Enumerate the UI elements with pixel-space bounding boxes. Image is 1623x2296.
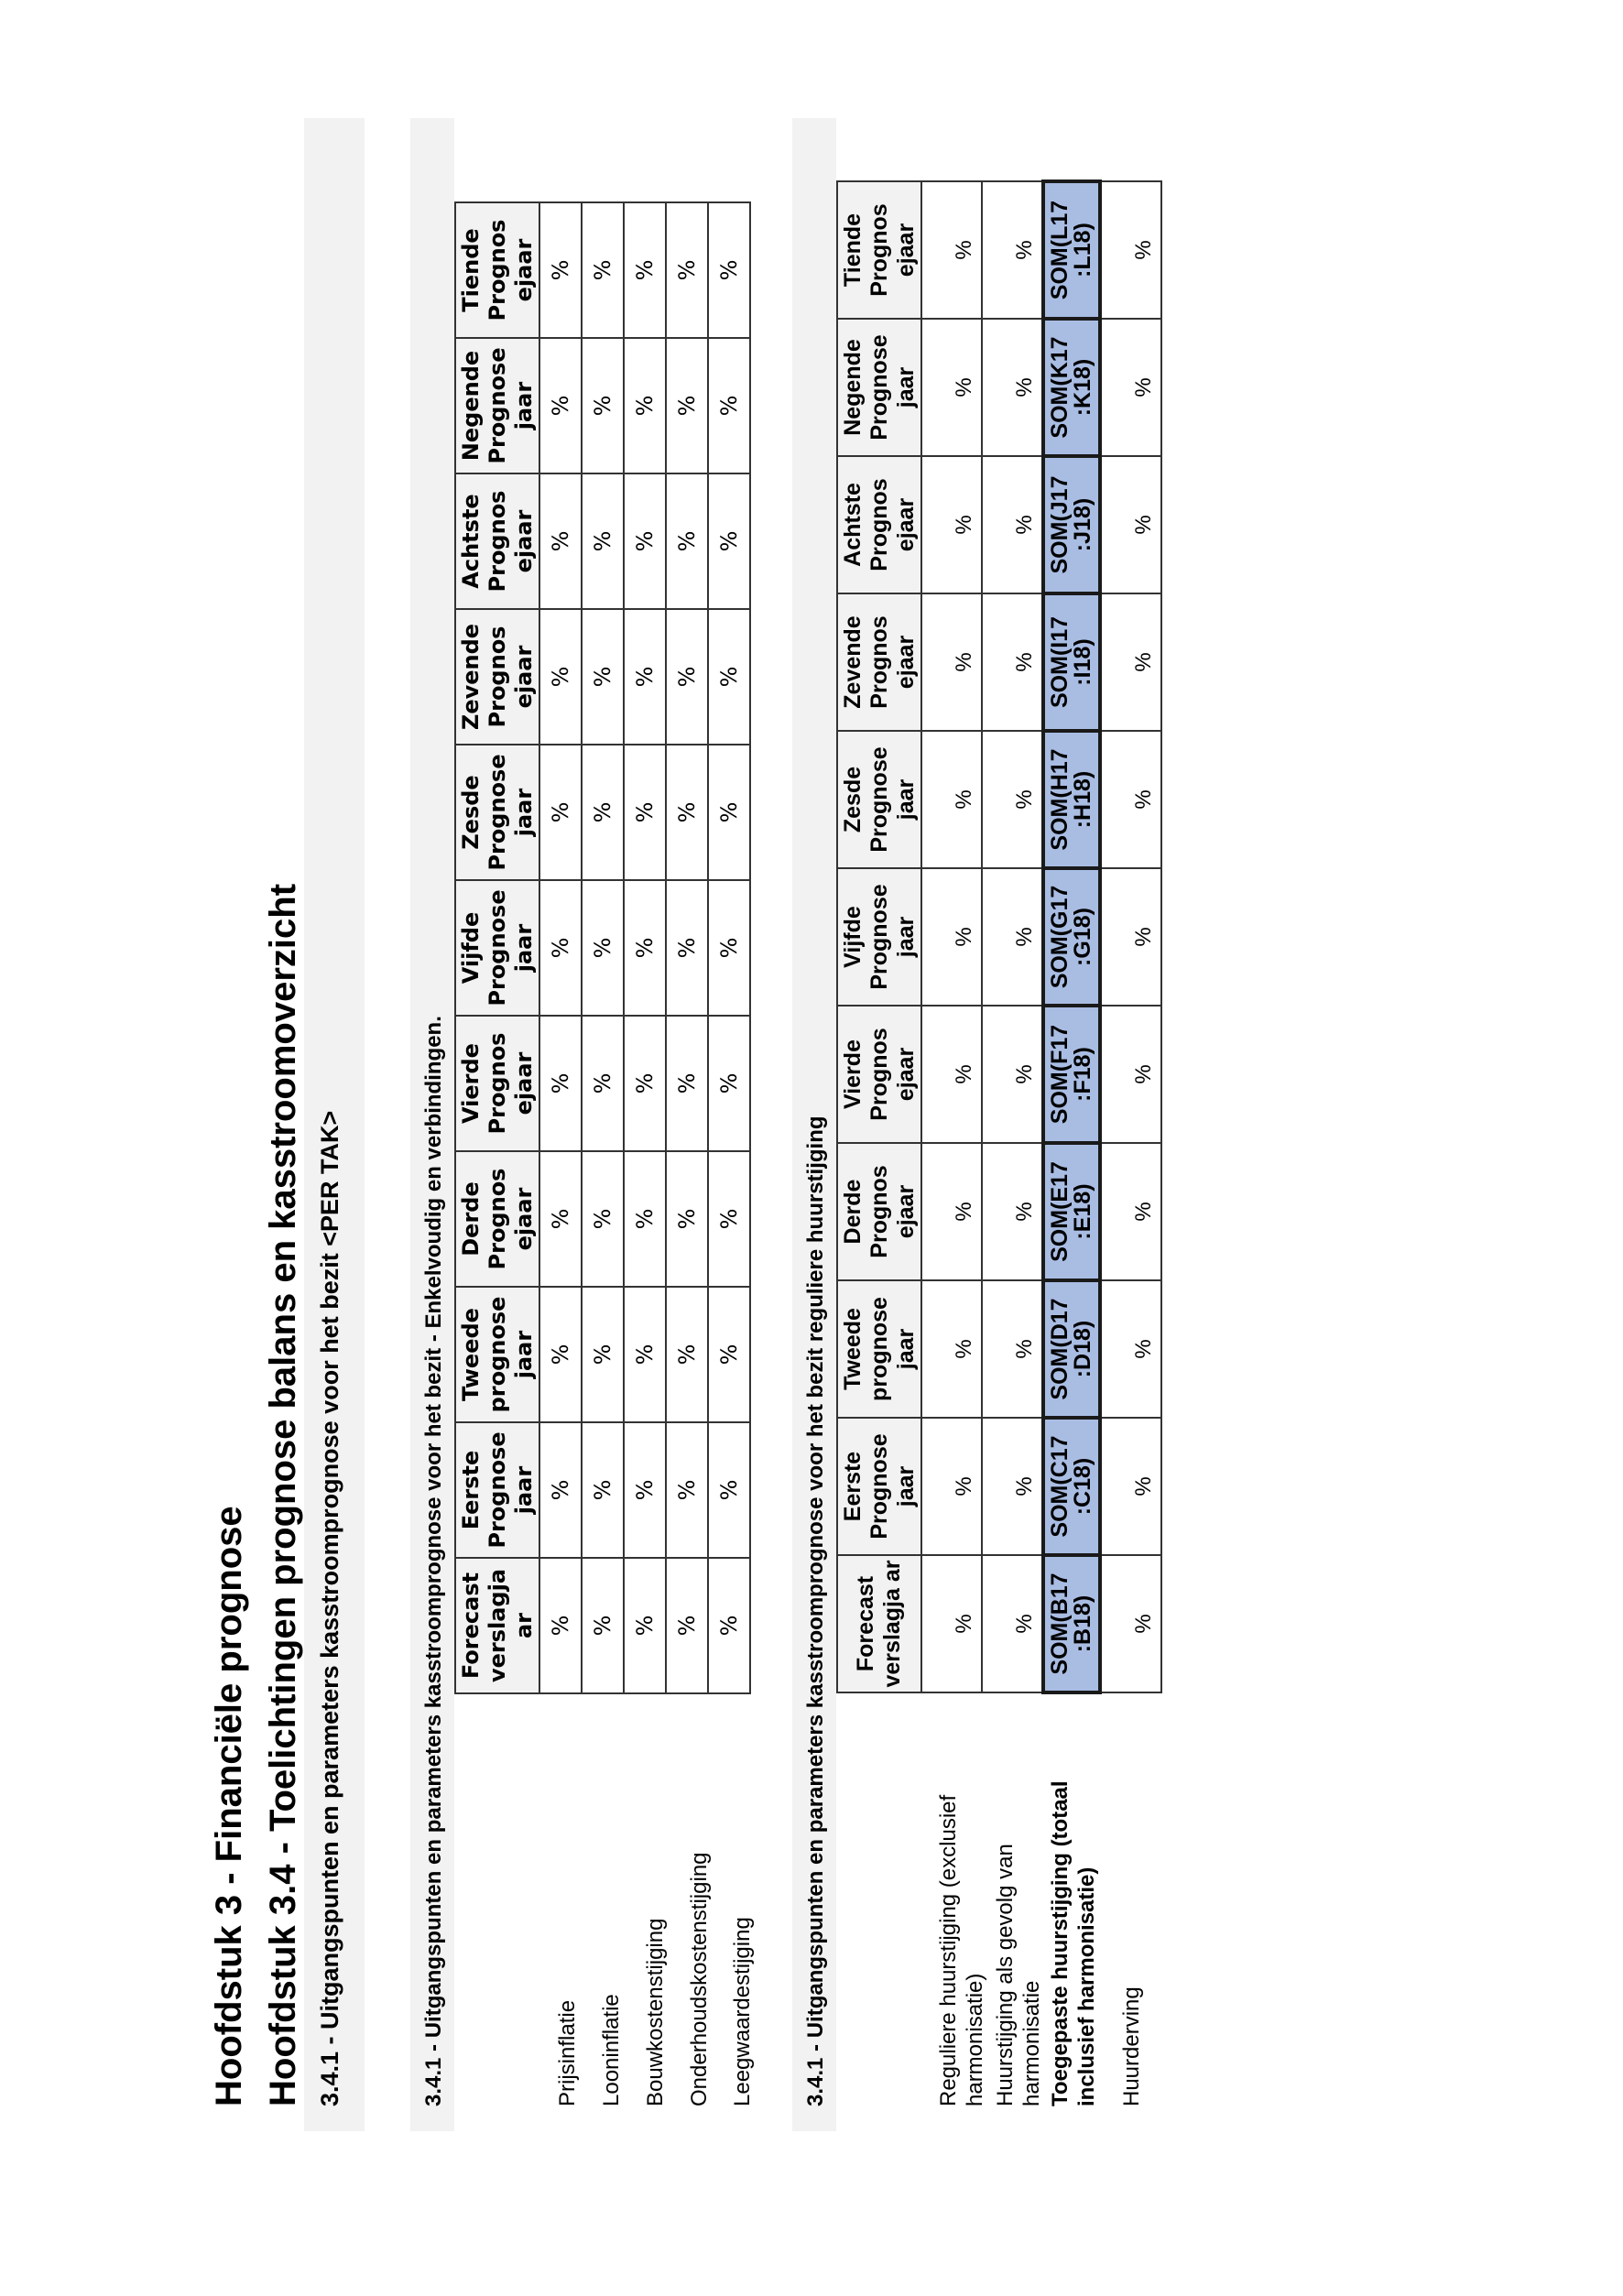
percent-input-cell[interactable]: % xyxy=(666,1558,708,1693)
percent-input-cell[interactable]: % xyxy=(1100,1006,1161,1143)
table2-title: 3.4.1 - Uitgangspunten en parameters kasstroomprognose voor het bezit reguliere huurstijging xyxy=(803,1115,828,2106)
column-header: Eerste Prognose jaar xyxy=(837,1418,921,1555)
column-header: Tiende Prognos ejaar xyxy=(455,202,539,338)
percent-input-cell[interactable]: % xyxy=(539,1016,582,1151)
percent-input-cell[interactable]: % xyxy=(666,1016,708,1151)
percent-input-cell[interactable]: % xyxy=(666,1287,708,1422)
column-header: Derde Prognos ejaar xyxy=(837,1143,921,1280)
sum-formula-cell[interactable]: SOM(L17 :L18) xyxy=(1043,181,1100,319)
column-header: Zesde Prognose jaar xyxy=(837,731,921,868)
percent-input-cell[interactable]: % xyxy=(708,1287,750,1422)
percent-input-cell[interactable]: % xyxy=(624,1151,666,1287)
percent-input-cell[interactable]: % xyxy=(982,1006,1043,1143)
table-row xyxy=(982,181,1043,1692)
percent-input-cell[interactable]: % xyxy=(624,1558,666,1693)
column-header: Forecast verslagja ar xyxy=(837,1555,921,1692)
percent-input-cell[interactable]: % xyxy=(539,1151,582,1287)
section-heading: Hoofdstuk 3.4 - Toelichtingen prognose balans en kasstroomoverzicht xyxy=(263,883,303,2106)
sum-formula-cell[interactable]: SOM(J17 :J18) xyxy=(1043,456,1100,593)
column-header: Derde Prognos ejaar xyxy=(455,1151,539,1287)
percent-input-cell[interactable]: % xyxy=(1100,456,1161,593)
percent-input-cell[interactable]: % xyxy=(708,202,750,338)
percent-input-cell[interactable]: % xyxy=(624,202,666,338)
percent-input-cell[interactable]: % xyxy=(982,1143,1043,1280)
percent-input-cell[interactable]: % xyxy=(624,473,666,609)
percent-input-cell[interactable]: % xyxy=(921,731,982,868)
percent-input-cell[interactable]: % xyxy=(921,181,982,319)
row-label: Leegwaardestijging xyxy=(730,1917,755,2106)
percent-input-cell[interactable]: % xyxy=(539,202,582,338)
percent-input-cell[interactable]: % xyxy=(982,868,1043,1006)
sum-formula-cell[interactable]: SOM(G17 :G18) xyxy=(1043,868,1100,1006)
table-row xyxy=(921,181,982,1692)
table-row xyxy=(1043,181,1100,1692)
percent-input-cell[interactable]: % xyxy=(1100,868,1161,1006)
percent-input-cell[interactable]: % xyxy=(982,456,1043,593)
table2-grid xyxy=(836,180,1162,1694)
table-row xyxy=(624,202,666,1693)
percent-input-cell[interactable]: % xyxy=(921,1555,982,1692)
percent-input-cell[interactable]: % xyxy=(539,338,582,473)
percent-input-cell[interactable]: % xyxy=(982,1418,1043,1555)
table-row xyxy=(1100,181,1161,1692)
column-header: Vijfde Prognose jaar xyxy=(837,868,921,1006)
percent-input-cell[interactable]: % xyxy=(582,745,624,880)
percent-input-cell[interactable]: % xyxy=(982,319,1043,456)
percent-input-cell[interactable]: % xyxy=(666,880,708,1016)
column-header: Zevende Prognos ejaar xyxy=(837,593,921,731)
percent-input-cell[interactable]: % xyxy=(582,880,624,1016)
sum-formula-cell[interactable]: SOM(I17 :I18) xyxy=(1043,593,1100,731)
percent-input-cell[interactable]: % xyxy=(582,1422,624,1558)
column-header: Tweede prognose jaar xyxy=(837,1280,921,1418)
percent-input-cell[interactable]: % xyxy=(539,473,582,609)
column-header: Tweede prognose jaar xyxy=(455,1287,539,1422)
column-header: Eerste Prognose jaar xyxy=(455,1422,539,1558)
percent-input-cell[interactable]: % xyxy=(982,731,1043,868)
row-label: Looninflatie xyxy=(599,1994,624,2106)
percent-input-cell[interactable]: % xyxy=(1100,731,1161,868)
subsection-title: 3.4.1 - Uitgangspunten en parameters kasstroomprognose voor het bezit <PER TAK> xyxy=(316,1110,343,2106)
percent-input-cell[interactable]: % xyxy=(582,1016,624,1151)
column-header: Negende Prognose jaar xyxy=(837,319,921,456)
percent-input-cell[interactable]: % xyxy=(582,473,624,609)
percent-input-cell[interactable]: % xyxy=(921,1143,982,1280)
column-header: Zevende Prognos ejaar xyxy=(455,609,539,745)
column-header: Achtste Prognos ejaar xyxy=(837,456,921,593)
row-label-line: Toegepaste huurstijging (totaal xyxy=(1048,1780,1073,2106)
row-label-line: inclusief harmonisatie) xyxy=(1074,1866,1099,2106)
percent-input-cell[interactable]: % xyxy=(666,1422,708,1558)
percent-input-cell[interactable]: % xyxy=(582,1151,624,1287)
table-row xyxy=(666,202,708,1693)
row-label xyxy=(935,1795,988,2106)
percent-input-cell[interactable]: % xyxy=(708,1151,750,1287)
table1-header-row xyxy=(455,202,539,1693)
percent-input-cell[interactable]: % xyxy=(921,1418,982,1555)
percent-input-cell[interactable]: % xyxy=(624,609,666,745)
sum-formula-cell[interactable]: SOM(K17 :K18) xyxy=(1043,319,1100,456)
percent-input-cell[interactable]: % xyxy=(582,338,624,473)
chapter-heading: Hoofdstuk 3 - Financiële prognose xyxy=(209,1506,249,2106)
percent-input-cell[interactable]: % xyxy=(666,1151,708,1287)
percent-input-cell[interactable]: % xyxy=(1100,319,1161,456)
percent-input-cell[interactable]: % xyxy=(921,1280,982,1418)
percent-input-cell[interactable]: % xyxy=(708,1016,750,1151)
percent-input-cell[interactable]: % xyxy=(982,181,1043,319)
sum-formula-cell[interactable]: SOM(E17 :E18) xyxy=(1043,1143,1100,1280)
percent-input-cell[interactable]: % xyxy=(666,473,708,609)
column-header: Vierde Prognos ejaar xyxy=(837,1006,921,1143)
row-label-sum xyxy=(1047,1780,1100,2106)
percent-input-cell[interactable]: % xyxy=(624,880,666,1016)
percent-input-cell[interactable]: % xyxy=(666,745,708,880)
sum-formula-cell[interactable]: SOM(D17 :D18) xyxy=(1043,1280,1100,1418)
row-label: Onderhoudskostenstijging xyxy=(687,1852,712,2106)
table1-grid xyxy=(454,201,751,1694)
row-label: Prijsinflatie xyxy=(555,1999,580,2106)
column-header: Vierde Prognos ejaar xyxy=(455,1016,539,1151)
row-label-line: harmonisatie xyxy=(1019,1980,1044,2106)
percent-input-cell[interactable]: % xyxy=(1100,1555,1161,1692)
percent-input-cell[interactable]: % xyxy=(539,880,582,1016)
percent-input-cell[interactable]: % xyxy=(539,1422,582,1558)
percent-input-cell[interactable]: % xyxy=(666,609,708,745)
percent-input-cell[interactable]: % xyxy=(708,1422,750,1558)
percent-input-cell[interactable]: % xyxy=(921,319,982,456)
percent-input-cell[interactable]: % xyxy=(708,1558,750,1693)
column-header: Forecast verslagja ar xyxy=(455,1558,539,1693)
table2-header-row xyxy=(837,181,921,1692)
percent-input-cell[interactable]: % xyxy=(921,1006,982,1143)
percent-input-cell[interactable]: % xyxy=(1100,181,1161,319)
percent-input-cell[interactable]: % xyxy=(708,473,750,609)
row-label xyxy=(992,1844,1045,2106)
percent-input-cell[interactable]: % xyxy=(539,1558,582,1693)
percent-input-cell[interactable]: % xyxy=(539,609,582,745)
row-label: Huurderving xyxy=(1119,1986,1144,2106)
percent-input-cell[interactable]: % xyxy=(708,880,750,1016)
percent-input-cell[interactable]: % xyxy=(582,609,624,745)
percent-input-cell[interactable]: % xyxy=(1100,1143,1161,1280)
percent-input-cell[interactable]: % xyxy=(1100,593,1161,731)
sum-formula-cell[interactable]: SOM(C17 :C18) xyxy=(1043,1418,1100,1555)
sum-formula-cell[interactable]: SOM(B17 :B18) xyxy=(1043,1555,1100,1692)
percent-input-cell[interactable]: % xyxy=(666,338,708,473)
percent-input-cell[interactable]: % xyxy=(921,456,982,593)
percent-input-cell[interactable]: % xyxy=(582,202,624,338)
percent-input-cell[interactable]: % xyxy=(708,745,750,880)
row-label: Bouwkostenstijging xyxy=(643,1918,668,2106)
percent-input-cell[interactable]: % xyxy=(624,1422,666,1558)
percent-input-cell[interactable]: % xyxy=(624,338,666,473)
percent-input-cell[interactable]: % xyxy=(666,202,708,338)
percent-input-cell[interactable]: % xyxy=(1100,1418,1161,1555)
percent-input-cell[interactable]: % xyxy=(582,1287,624,1422)
column-header: Achtste Prognos ejaar xyxy=(455,473,539,609)
percent-input-cell[interactable]: % xyxy=(921,593,982,731)
column-header: Zesde Prognose jaar xyxy=(455,745,539,880)
percent-input-cell[interactable]: % xyxy=(982,1280,1043,1418)
percent-input-cell[interactable]: % xyxy=(539,1287,582,1422)
percent-input-cell[interactable]: % xyxy=(1100,1280,1161,1418)
table1-title: 3.4.1 - Uitgangspunten en parameters kasstroomprognose voor het bezit - Enkelvoudig en verbindingen. xyxy=(421,1016,446,2106)
row-label-line: harmonisatie) xyxy=(963,1973,987,2106)
percent-input-cell[interactable]: % xyxy=(982,1555,1043,1692)
sum-formula-cell[interactable]: SOM(F17 :F18) xyxy=(1043,1006,1100,1143)
percent-input-cell[interactable]: % xyxy=(708,338,750,473)
percent-input-cell[interactable]: % xyxy=(582,1558,624,1693)
sum-formula-cell[interactable]: SOM(H17 :H18) xyxy=(1043,731,1100,868)
column-header: Tiende Prognos ejaar xyxy=(837,181,921,319)
percent-input-cell[interactable]: % xyxy=(539,745,582,880)
percent-input-cell[interactable]: % xyxy=(624,1287,666,1422)
column-header: Vijfde Prognose jaar xyxy=(455,880,539,1016)
table-row xyxy=(708,202,750,1693)
percent-input-cell[interactable]: % xyxy=(708,609,750,745)
percent-input-cell[interactable]: % xyxy=(624,745,666,880)
percent-input-cell[interactable]: % xyxy=(921,868,982,1006)
table-row xyxy=(582,202,624,1693)
table-row xyxy=(539,202,582,1693)
percent-input-cell[interactable]: % xyxy=(982,593,1043,731)
row-label-line: Reguliere huurstijging (exclusief xyxy=(936,1794,961,2106)
row-label-line: Huurstijging als gevolg van xyxy=(993,1844,1018,2106)
percent-input-cell[interactable]: % xyxy=(624,1016,666,1151)
column-header: Negende Prognose jaar xyxy=(455,338,539,473)
